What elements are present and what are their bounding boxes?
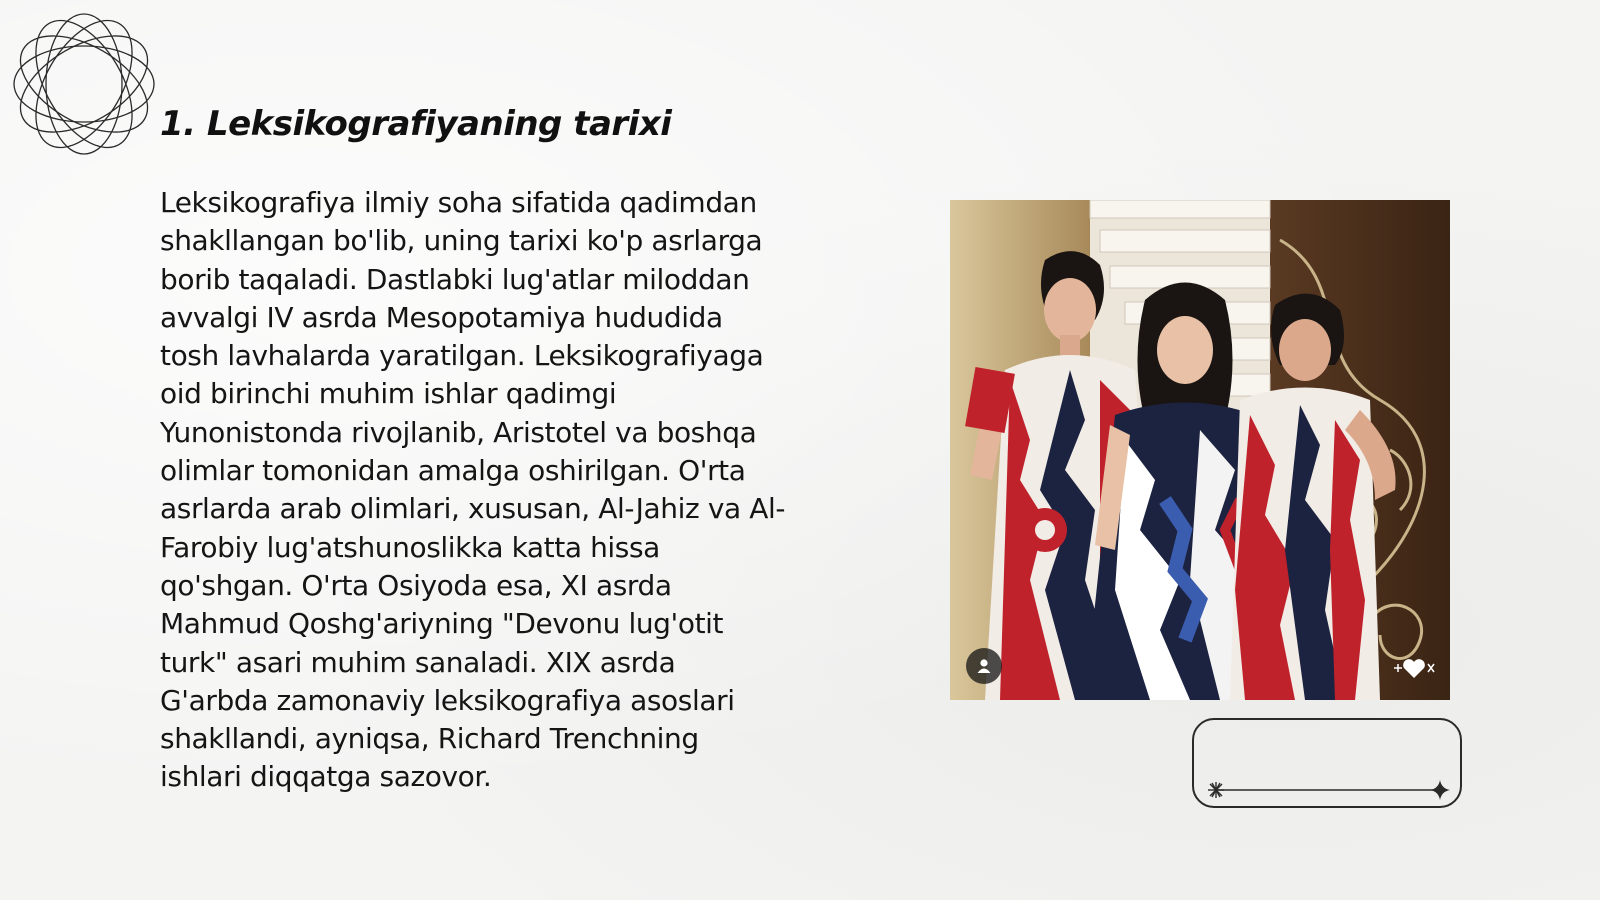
four-point-star-icon (1430, 780, 1450, 800)
paragraph-line: asrlarda arab olimlari, xususan, Al-Jahiz va Al- (160, 492, 786, 526)
paragraph-line: shakllangan bo'lib, uning tarixi ko'p asrlarga (160, 224, 763, 258)
sparkle-burst-icon (1208, 782, 1224, 798)
paragraph-line: Leksikografiya ilmiy soha sifatida qadimdan (160, 186, 757, 219)
paragraph-line: Mahmud Qoshg'ariyning "Devonu lug'otit (160, 607, 724, 641)
body-paragraph (160, 184, 850, 797)
paragraph-line: turk" asari muhim sanaladi. XIX asrda (160, 645, 676, 679)
heart-icon[interactable] (1392, 654, 1436, 682)
paragraph-line: tosh lavhalarda yaratilgan. Leksikografiyaga (160, 339, 764, 373)
paragraph-line: Farobiy lug'atshunoslikka katta hissa (160, 530, 660, 564)
paragraph-line: borib taqaladi. Dastlabki lug'atlar miloddan (160, 262, 750, 296)
paragraph-line: olimlar tomonidan amalga oshirilgan. O'rta (160, 454, 746, 488)
circular-line-ornament-icon (10, 10, 158, 158)
paragraph-line: qo'shgan. O'rta Osiyoda esa, XI asrda (160, 568, 672, 602)
decorative-line (1194, 720, 1464, 810)
user-icon[interactable] (966, 648, 1002, 684)
paragraph-line: G'arbda zamonaviy leksikografiya asoslari (160, 683, 735, 717)
photo-three-women-ikat-dresses (950, 200, 1450, 700)
paragraph-line: shakllandi, ayniqsa, Richard Trenchning (160, 722, 699, 756)
paragraph-line: oid birinchi muhim ishlar qadimgi (160, 377, 617, 411)
slide-title: 1. Leksikografiyaning tarixi (160, 104, 672, 144)
paragraph-line: avvalgi IV asrda Mesopotamiya hududida (160, 300, 723, 334)
paragraph-line: Yunonistonda rivojlanib, Aristotel va boshqa (160, 415, 757, 449)
paragraph-line: ishlari diqqatga sazovor. (160, 760, 492, 794)
decorative-frame (1192, 718, 1462, 808)
